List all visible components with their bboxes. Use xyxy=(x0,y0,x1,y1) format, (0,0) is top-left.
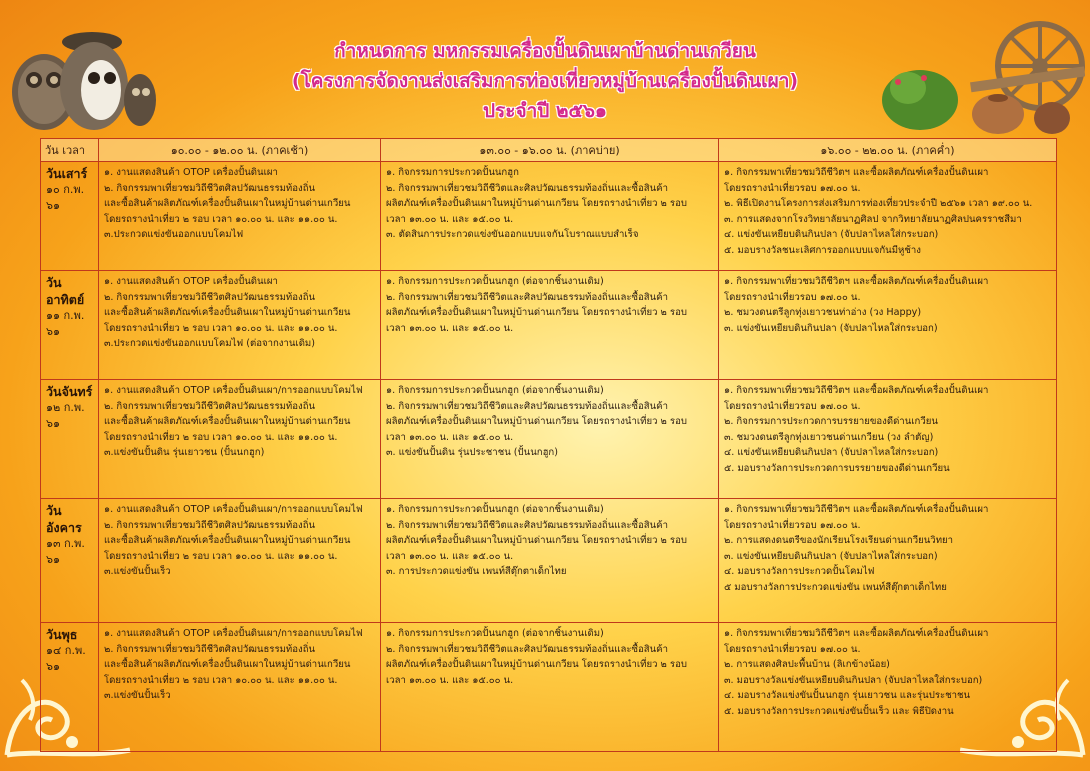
title-line-1: กำหนดการ มหกรรมเครื่องปั้นดินเผาบ้านด่านเกวียน xyxy=(334,40,756,62)
activity-item: โดยรถรางนำเที่ยว ๒ รอบ เวลา ๑๐.๐๐ น. และ ๑๑.๐๐ น. xyxy=(104,213,338,225)
activity-item: ๒. พิธีเปิดงานโครงการส่งเสริมการท่องเที่ยวประจำปี ๒๕๖๑ เวลา ๑๙.๐๐ น. xyxy=(724,198,1033,210)
cart-wheel-pottery-image xyxy=(880,18,1085,136)
activity-item: ๒. กิจกรรมพาเที่ยวชมวิถีชีวิตศิลปวัฒนธรรมท้องถิ่น xyxy=(104,643,316,655)
activity-item: ๒. ชมวงดนตรีลูกทุ่งเยาวชนท่าอ่าง (วง Happy) xyxy=(724,307,922,319)
activity-item: ๒. กิจกรรมพาเที่ยวชมวิถีชีวิตศิลปวัฒนธรรมท้องถิ่น xyxy=(104,519,316,531)
day-date: ๑๑ ก.พ. ๖๑ xyxy=(46,309,85,338)
table-row xyxy=(41,271,1057,380)
col-header-day-time: วัน เวลา xyxy=(41,139,99,162)
day-date: ๑๒ ก.พ. ๖๑ xyxy=(46,401,85,430)
activity-item: ๒. กิจกรรมพาเที่ยวชมวิถีชีวิตและศิลปวัฒนธรรมท้องถิ่นและซื้อสินค้า xyxy=(386,400,668,412)
activity-item: โดยรถรางนำเที่ยว ๒ รอบ เวลา ๑๐.๐๐ น. และ ๑๑.๐๐ น. xyxy=(104,322,338,334)
activity-item: ผลิตภัณฑ์เครื่องปั้นดินเผาในหมู่บ้านด่านเกวียน โดยรถรางนำเที่ยว ๒ รอบ xyxy=(386,535,687,547)
table-row xyxy=(41,380,1057,499)
col-header-evening: ๑๖.๐๐ - ๒๒.๐๐ น. (ภาคค่ำ) xyxy=(719,139,1057,162)
activity-item: เวลา ๑๓.๐๐ น. และ ๑๕.๐๐ น. xyxy=(386,322,514,334)
activity-item: ๓. การประกวดแข่งขัน เพนท์สีตุ๊กตาเด็กไทย xyxy=(386,566,567,578)
activity-item: โดยรถรางนำเที่ยวรอบ ๑๗.๐๐ น. xyxy=(724,519,861,531)
activity-item: ๔. มอบรางวัลแข่งขันปั้นนกฮูก รุ่นเยาวชน และรุ่นประชาชน xyxy=(724,690,971,702)
activity-item: และซื้อสินค้าผลิตภัณฑ์เครื่องปั้นดินเผาในหมู่บ้านด่านเกวียน xyxy=(104,198,351,210)
activity-item: ๒. กิจกรรมพาเที่ยวชมวิถีชีวิตและศิลปวัฒนธรรมท้องถิ่นและซื้อสินค้า xyxy=(386,519,668,531)
day-date: ๑๔ ก.พ. ๖๑ xyxy=(46,644,86,673)
activity-item: ๑. งานแสดงสินค้า OTOP เครื่องปั้นดินเผา/การออกแบบโคมไฟ xyxy=(104,504,363,515)
activity-item: ๒. กิจกรรมพาเที่ยวชมวิถีชีวิตศิลปวัฒนธรรมท้องถิ่น xyxy=(104,182,316,194)
activity-item: ๑. กิจกรรมการประกวดปั้นนกฮูก (ต่อจากชิ้นงานเดิม) xyxy=(386,504,604,515)
activity-item: ๓.แข่งขันปั้นเร็ว xyxy=(104,690,171,702)
afternoon-cell xyxy=(381,499,719,623)
evening-cell xyxy=(719,162,1057,271)
evening-cell xyxy=(719,499,1057,623)
afternoon-cell xyxy=(381,623,719,752)
activity-item: ๓.ประกวดแข่งขันออกแบบโคมไฟ xyxy=(104,229,244,241)
activity-item: ผลิตภัณฑ์เครื่องปั้นดินเผาในหมู่บ้านด่านเกวียน โดยรถรางนำเที่ยว ๒ รอบ xyxy=(386,307,687,319)
activity-item: ๑. งานแสดงสินค้า OTOP เครื่องปั้นดินเผา xyxy=(104,276,278,287)
activity-item: ๓.แข่งขันปั้นเร็ว xyxy=(104,566,171,578)
activity-item: ๔. แข่งขันเหยียบดินกินปลา (จับปลาไหลใส่กระบอก) xyxy=(724,447,939,459)
activity-item: ๒. กิจกรรมพาเที่ยวชมวิถีชีวิตและศิลปวัฒนธรรมท้องถิ่นและซื้อสินค้า xyxy=(386,291,668,303)
activity-item: ๒. กิจกรรมพาเที่ยวชมวิถีชีวิตศิลปวัฒนธรรมท้องถิ่น xyxy=(104,400,316,412)
poster-header xyxy=(200,36,890,126)
activity-item: ๑. กิจกรรมพาเที่ยวชมวิถีชีวิตฯ และซื้อผลิตภัณฑ์เครื่องปั้นดินเผา xyxy=(724,385,989,396)
activity-item: ๑. กิจกรรมพาเที่ยวชมวิถีชีวิตฯ และซื้อผลิตภัณฑ์เครื่องปั้นดินเผา xyxy=(724,628,989,639)
activity-item: โดยรถรางนำเที่ยวรอบ ๑๗.๐๐ น. xyxy=(724,182,861,194)
afternoon-cell xyxy=(381,380,719,499)
activity-item: เวลา ๑๓.๐๐ น. และ ๑๕.๐๐ น. xyxy=(386,674,514,686)
activity-item: ๒. กิจกรรมพาเที่ยวชมวิถีชีวิตและศิลปวัฒนธรรมท้องถิ่นและซื้อสินค้า xyxy=(386,182,668,194)
activity-item: ๒. กิจกรรมพาเที่ยวชมวิถีชีวิตและศิลปวัฒนธรรมท้องถิ่นและซื้อสินค้า xyxy=(386,643,668,655)
activity-item: ผลิตภัณฑ์เครื่องปั้นดินเผาในหมู่บ้านด่านเกวียน โดยรถรางนำเที่ยว ๒ รอบ xyxy=(386,198,687,210)
pottery-owls-image xyxy=(6,14,156,134)
activity-item: และซื้อสินค้าผลิตภัณฑ์เครื่องปั้นดินเผาในหมู่บ้านด่านเกวียน xyxy=(104,416,351,428)
activity-item: ๑. กิจกรรมการประกวดปั้นนกฮูก (ต่อจากชิ้นงานเดิม) xyxy=(386,385,604,396)
activity-item: ๓.ประกวดแข่งขันออกแบบโคมไฟ (ต่อจากงานเดิม) xyxy=(104,338,315,350)
activity-item: ๒. กิจกรรมพาเที่ยวชมวิถีชีวิตศิลปวัฒนธรรมท้องถิ่น xyxy=(104,291,316,303)
schedule-table xyxy=(40,138,1057,752)
activity-item: เวลา ๑๓.๐๐ น. และ ๑๕.๐๐ น. xyxy=(386,431,514,443)
activity-item: และซื้อสินค้าผลิตภัณฑ์เครื่องปั้นดินเผาในหมู่บ้านด่านเกวียน xyxy=(104,659,351,671)
day-date: ๑๓ ก.พ. ๖๑ xyxy=(46,537,85,566)
table-row xyxy=(41,499,1057,623)
day-name: วันเสาร์ xyxy=(46,166,88,181)
activity-item: ๓. แข่งขันเหยียบดินกินปลา (จับปลาไหลใส่กระบอก) xyxy=(724,322,938,334)
activity-item: และซื้อสินค้าผลิตภัณฑ์เครื่องปั้นดินเผาในหมู่บ้านด่านเกวียน xyxy=(104,307,351,319)
activity-item: ๑. งานแสดงสินค้า OTOP เครื่องปั้นดินเผา/การออกแบบโคมไฟ xyxy=(104,385,363,396)
activity-item: โดยรถรางนำเที่ยวรอบ ๑๗.๐๐ น. xyxy=(724,291,861,303)
activity-item: ๑. กิจกรรมพาเที่ยวชมวิถีชีวิตฯ และซื้อผลิตภัณฑ์เครื่องปั้นดินเผา xyxy=(724,167,989,178)
activity-item: ๓. ชมวงดนตรีลูกทุ่งเยาวชนด่านเกวียน (วง ลำตัญ) xyxy=(724,431,934,443)
activity-item: ๓. การแสดงจากโรงวิทยาลัยนาฏศิลป จากวิทยาลัยนาฏศิลปนครราชสีมา xyxy=(724,213,1022,225)
activity-item: ๒. กิจกรรมการประกวดการบรรยายของดีด่านเกวียน xyxy=(724,416,938,428)
activity-item: ๓. ตัดสินการประกวดแข่งขันออกแบบแจกันโบราณแบบสำเร็จ xyxy=(386,229,639,241)
evening-cell xyxy=(719,271,1057,380)
activity-item: โดยรถรางนำเที่ยวรอบ ๑๗.๐๐ น. xyxy=(724,400,861,412)
activity-item: ๑. งานแสดงสินค้า OTOP เครื่องปั้นดินเผา xyxy=(104,167,278,178)
activity-item: เวลา ๑๓.๐๐ น. และ ๑๕.๐๐ น. xyxy=(386,213,514,225)
activity-item: โดยรถรางนำเที่ยว ๒ รอบ เวลา ๑๐.๐๐ น. และ ๑๑.๐๐ น. xyxy=(104,674,338,686)
activity-item: ๑. กิจกรรมพาเที่ยวชมวิถีชีวิตฯ และซื้อผลิตภัณฑ์เครื่องปั้นดินเผา xyxy=(724,276,989,287)
day-cell xyxy=(41,162,99,271)
col-header-morning: ๑๐.๐๐ - ๑๒.๐๐ น. (ภาคเช้า) xyxy=(99,139,381,162)
activity-item: ๓. แข่งขันปั้นดิน รุ่นประชาชน (ปั้นนกฮูก) xyxy=(386,447,558,459)
activity-item: ๒. การแสดงดนตรีของนักเรียนโรงเรียนด่านเกวียนวิทยา xyxy=(724,535,954,547)
activity-item: ๔. แข่งขันเหยียบดินกินปลา (จับปลาไหลใส่กระบอก) xyxy=(724,229,939,241)
activity-item: ๕. มอบรางวัลการประกวดแข่งขันปั้นเร็ว และ พิธีปิดงาน xyxy=(724,705,954,717)
morning-cell xyxy=(99,162,381,271)
activity-item: ๕. มอบรางวัลการประกวดการบรรยายของดีด่านเกวียน xyxy=(724,462,950,474)
table-row xyxy=(41,162,1057,271)
activity-item: ๓.แข่งขันปั้นดิน รุ่นเยาวชน (ปั้นนกฮูก) xyxy=(104,447,265,459)
activity-item: ๑. กิจกรรมการประกวดปั้นนกฮูก xyxy=(386,167,519,178)
activity-item: ๑. งานแสดงสินค้า OTOP เครื่องปั้นดินเผา/การออกแบบโคมไฟ xyxy=(104,628,363,639)
day-cell xyxy=(41,271,99,380)
activity-item: โดยรถรางนำเที่ยวรอบ ๑๗.๐๐ น. xyxy=(724,643,861,655)
morning-cell xyxy=(99,271,381,380)
title-line-2: (โครงการจัดงานส่งเสริมการท่องเที่ยวหมู่บ้านเครื่องปั้นดินเผา) xyxy=(291,70,799,92)
activity-item: ๑. กิจกรรมการประกวดปั้นนกฮูก (ต่อจากชิ้นงานเดิม) xyxy=(386,276,604,287)
activity-item: และซื้อสินค้าผลิตภัณฑ์เครื่องปั้นดินเผาในหมู่บ้านด่านเกวียน xyxy=(104,535,351,547)
activity-item: ๕ มอบรางวัลการประกวดแข่งขัน เพนท์สีตุ๊กตาเด็กไทย xyxy=(724,581,947,593)
day-date: ๑๐ ก.พ. ๖๑ xyxy=(46,183,85,212)
activity-item: ๑. กิจกรรมการประกวดปั้นนกฮูก (ต่อจากชิ้นงานเดิม) xyxy=(386,628,604,639)
morning-cell xyxy=(99,499,381,623)
activity-item: ผลิตภัณฑ์เครื่องปั้นดินเผาในหมู่บ้านด่านเกวียน โดยรถรางนำเที่ยว ๒ รอบ xyxy=(386,659,687,671)
day-cell xyxy=(41,623,99,752)
morning-cell xyxy=(99,623,381,752)
day-name: วันพุธ xyxy=(46,627,78,642)
day-cell xyxy=(41,499,99,623)
activity-item: เวลา ๑๓.๐๐ น. และ ๑๕.๐๐ น. xyxy=(386,550,514,562)
activity-item: ๒. การแสดงศิลปะพื้นบ้าน (ลิเกข้างน้อย) xyxy=(724,659,890,671)
morning-cell xyxy=(99,380,381,499)
activity-item: ผลิตภัณฑ์เครื่องปั้นดินเผาในหมู่บ้านด่านเกวียน โดยรถรางนำเที่ยว ๒ รอบ xyxy=(386,416,687,428)
activity-item: โดยรถรางนำเที่ยว ๒ รอบ เวลา ๑๐.๐๐ น. และ ๑๑.๐๐ น. xyxy=(104,431,338,443)
col-header-afternoon: ๑๓.๐๐ - ๑๖.๐๐ น. (ภาคบ่าย) xyxy=(381,139,719,162)
afternoon-cell xyxy=(381,271,719,380)
afternoon-cell xyxy=(381,162,719,271)
header-row xyxy=(41,139,1057,162)
activity-item: ๓. แข่งขันเหยียบดินกินปลา (จับปลาไหลใส่กระบอก) xyxy=(724,550,938,562)
day-cell xyxy=(41,380,99,499)
title-line-3: ประจำปี ๒๕๖๑ xyxy=(483,100,607,122)
evening-cell xyxy=(719,623,1057,752)
day-name: วันอังคาร xyxy=(46,503,82,535)
activity-item: ๓. มอบรางวัลแข่งขันเหยียบดินกินปลา (จับปลาไหลใส่กระบอก) xyxy=(724,674,983,686)
table-row xyxy=(41,623,1057,752)
evening-cell xyxy=(719,380,1057,499)
activity-item: ๔. มอบรางวัลการประกวดปั้นโคมไฟ xyxy=(724,566,875,578)
activity-item: ๑. กิจกรรมพาเที่ยวชมวิถีชีวิตฯ และซื้อผลิตภัณฑ์เครื่องปั้นดินเผา xyxy=(724,504,989,515)
day-name: วันอาทิตย์ xyxy=(46,275,85,307)
day-name: วันจันทร์ xyxy=(46,384,93,399)
activity-item: โดยรถรางนำเที่ยว ๒ รอบ เวลา ๑๐.๐๐ น. และ ๑๑.๐๐ น. xyxy=(104,550,338,562)
activity-item: ๕. มอบรางวัลชนะเลิศการออกแบบแจกันมีหูช้าง xyxy=(724,244,921,256)
